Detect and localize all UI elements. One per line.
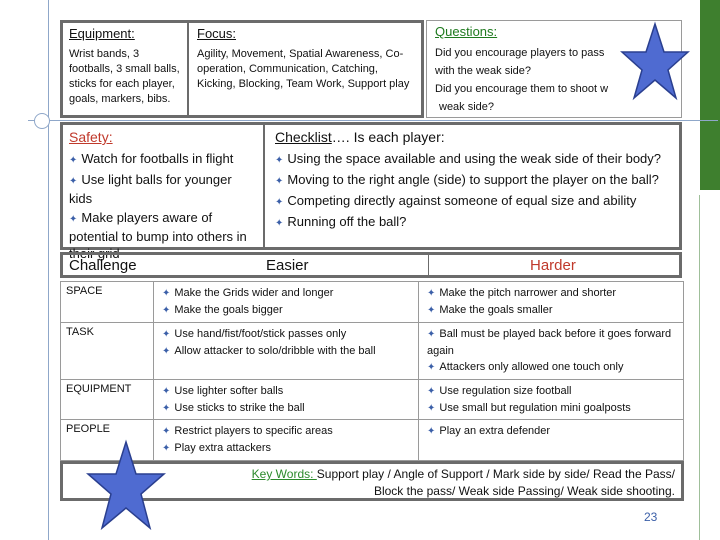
equipment-box — [60, 20, 188, 118]
easier-item: ✦ Use lighter softer balls — [162, 383, 410, 400]
easier-cell — [154, 380, 419, 420]
harder-item: ✦ Ball must be played back before it goes forward again — [427, 326, 673, 359]
page-number: 23 — [644, 510, 658, 524]
focus-title-text: Focus: — [197, 26, 237, 41]
harder-item: ✦ Attackers only allowed one touch only — [427, 359, 673, 376]
header-harder: Harder — [530, 257, 576, 274]
star-icon — [86, 440, 166, 532]
harder-item: ✦ Make the pitch narrower and shorter — [427, 285, 673, 302]
checklist-title-underlined: Checklist — [275, 129, 332, 145]
equipment-text: Wrist bands, 3 footballs, 3 small balls, sticks for each player, goals, markers, bibs. — [69, 48, 180, 105]
keywords-text-1: Support play / Angle of Support / Mark side by side/ Read the Pass/ — [316, 467, 675, 481]
easier-cell — [154, 282, 419, 323]
safety-item-1: ✦ Watch for footballs in flight — [69, 150, 257, 169]
checklist-item-4: ✦ Running off the ball? — [275, 213, 669, 232]
checklist-title-rest: …. Is each player: — [331, 129, 445, 145]
keywords-label: Key Words: — [251, 467, 317, 481]
focus-box — [188, 20, 424, 118]
harder-item: ✦ Play an extra defender — [427, 423, 673, 440]
easier-cell — [154, 420, 419, 460]
questions-line-1: Did you encourage players to pass — [435, 47, 605, 59]
harder-cell — [419, 282, 681, 323]
row-label: EQUIPMENT — [61, 380, 154, 420]
table-row — [60, 379, 684, 421]
safety-item-2: ✦ Use light balls for younger kids — [69, 171, 257, 207]
safety-box — [60, 122, 264, 261]
focus-title — [197, 26, 413, 41]
easier-item: ✦ Use sticks to strike the ball — [162, 400, 410, 417]
questions-title: Questions: — [435, 24, 498, 39]
easier-item: ✦ Restrict players to specific areas — [162, 423, 410, 440]
easier-item: ✦ Use hand/fist/foot/stick passes only — [162, 326, 410, 343]
easier-item: ✦ Play extra attackers — [162, 440, 410, 457]
decorative-horizontal-line — [28, 120, 718, 121]
keywords-text-2: Block the pass/ Weak side Passing/ Weak side shooting. — [373, 484, 675, 498]
easier-cell — [154, 323, 419, 380]
equipment-title: Equipment: — [69, 26, 135, 41]
easier-item: ✦ Allow attacker to solo/dribble with the ball — [162, 343, 410, 360]
easier-item: ✦ Make the Grids wider and longer — [162, 285, 410, 302]
decorative-vertical-line — [48, 0, 49, 540]
questions-line-3: Did you encourage them to shoot w — [435, 83, 609, 95]
harder-item: ✦ Make the goals smaller — [427, 302, 673, 319]
table-row — [60, 281, 684, 324]
focus-text: Agility, Movement, Spatial Awareness, Co-operation, Communication, Catching, Kicking, Blocking, Team Work, Support play — [197, 48, 410, 90]
checklist-item-2: ✦ Moving to the right angle (side) to support the player on the ball? — [275, 171, 669, 190]
header-challenge: Challenge — [69, 257, 137, 274]
checklist-box — [264, 122, 682, 250]
checklist-item-3: ✦ Competing directly against someone of equal size and ability — [275, 192, 669, 211]
questions-line-2: with the weak side? — [435, 65, 531, 77]
checklist-item-1: ✦ Using the space available and using the weak side of their body? — [275, 150, 669, 169]
decorative-green-bar — [700, 0, 720, 190]
decorative-circle — [34, 113, 50, 129]
star-icon — [620, 22, 690, 102]
row-label: SPACE — [61, 282, 154, 323]
safety-item-3: ✦ Make players aware of potential to bump into others in their grid — [69, 209, 257, 262]
row-label: PEOPLE — [61, 420, 154, 460]
decorative-side-panel — [699, 195, 720, 540]
safety-title: Safety: — [69, 129, 113, 145]
questions-line-4: weak side? — [439, 101, 495, 113]
harder-item: ✦ Use regulation size football — [427, 383, 673, 400]
harder-cell — [419, 323, 681, 380]
header-easier: Easier — [266, 257, 309, 274]
header-divider — [428, 255, 429, 275]
row-label: TASK — [61, 323, 154, 380]
table-row — [60, 322, 684, 381]
easier-item: ✦ Make the goals bigger — [162, 302, 410, 319]
checklist-title — [275, 129, 669, 146]
harder-cell — [419, 380, 681, 420]
harder-cell — [419, 420, 681, 460]
harder-item: ✦ Use small but regulation mini goalposts — [427, 400, 673, 417]
table-header — [60, 252, 682, 278]
